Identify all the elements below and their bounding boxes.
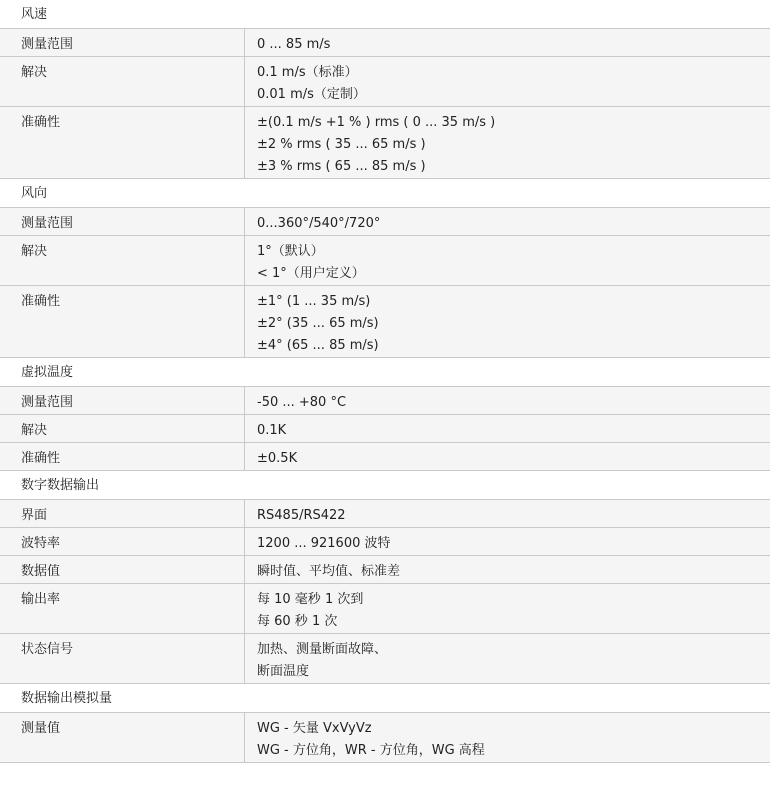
section-header: 数据输出模拟量 (0, 684, 770, 713)
spec-value-line: 0.1 m/s（标准） (257, 65, 358, 80)
section-header: 虚拟温度 (0, 358, 770, 387)
spec-label (0, 415, 245, 442)
spec-value-line: 0.1K (257, 423, 287, 438)
spec-label (0, 387, 245, 414)
spec-value-line: 断面温度 (257, 664, 310, 679)
spec-value-line: ±3 % rms ( 65 ... 85 m/s ) (257, 159, 426, 174)
spec-values (245, 713, 770, 762)
spec-row (0, 415, 770, 443)
spec-label (0, 634, 245, 683)
spec-label (0, 29, 245, 56)
spec-label (0, 556, 245, 583)
spec-label-text: 解决 (21, 244, 48, 259)
spec-label (0, 443, 245, 470)
spec-values (245, 387, 770, 414)
spec-values (245, 528, 770, 555)
spec-label (0, 528, 245, 555)
spec-value-line: 1°（默认） (257, 244, 324, 259)
spec-label-text: 测量范围 (21, 395, 74, 410)
spec-value-line: RS485/RS422 (257, 508, 346, 523)
spec-value-line: ±2° (35 ... 65 m/s) (257, 316, 379, 331)
spec-label-text: 准确性 (21, 294, 61, 309)
section-header: 风速 (0, 0, 770, 29)
spec-values (245, 286, 770, 357)
spec-value-line: 0...360°/540°/720° (257, 216, 381, 231)
spec-row (0, 443, 770, 471)
spec-value-line: 加热、测量断面故障、 (257, 642, 388, 657)
spec-value-line: 0 ... 85 m/s (257, 37, 331, 52)
spec-label-text: 测量范围 (21, 37, 74, 52)
spec-row (0, 500, 770, 528)
spec-label-text: 波特率 (21, 536, 61, 551)
spec-value-line: ±0.5K (257, 451, 298, 466)
spec-values (245, 107, 770, 178)
spec-values (245, 584, 770, 633)
spec-label-text: 数据值 (21, 564, 61, 579)
spec-value-line: ±1° (1 ... 35 m/s) (257, 294, 371, 309)
spec-values (245, 443, 770, 470)
spec-values (245, 29, 770, 56)
spec-values (245, 634, 770, 683)
spec-label (0, 713, 245, 762)
spec-value-line: ±(0.1 m/s +1 % ) rms ( 0 ... 35 m/s ) (257, 115, 496, 130)
spec-label (0, 584, 245, 633)
spec-label-text: 准确性 (21, 451, 61, 466)
spec-values (245, 415, 770, 442)
spec-values (245, 556, 770, 583)
spec-value-line: 0.01 m/s（定制） (257, 87, 366, 102)
spec-row (0, 584, 770, 634)
spec-values (245, 500, 770, 527)
spec-row (0, 528, 770, 556)
spec-label (0, 286, 245, 357)
spec-label (0, 208, 245, 235)
spec-row (0, 57, 770, 107)
section-header: 数字数据输出 (0, 471, 770, 500)
spec-row (0, 556, 770, 584)
spec-row (0, 387, 770, 415)
spec-label-text: 测量范围 (21, 216, 74, 231)
spec-values (245, 208, 770, 235)
spec-value-line: 每 60 秒 1 次 (257, 614, 338, 629)
spec-values (245, 57, 770, 106)
spec-label (0, 500, 245, 527)
spec-row (0, 286, 770, 358)
spec-label-text: 解决 (21, 423, 48, 438)
spec-row (0, 208, 770, 236)
spec-row (0, 107, 770, 179)
spec-value-line: -50 ... +80 °C (257, 395, 347, 410)
spec-value-line: 1200 ... 921600 波特 (257, 536, 391, 551)
spec-label (0, 236, 245, 285)
section-header: 风向 (0, 179, 770, 208)
spec-value-line: 瞬时值、平均值、标准差 (257, 564, 401, 579)
spec-value-line: ±4° (65 ... 85 m/s) (257, 338, 379, 353)
spec-label (0, 57, 245, 106)
spec-label-text: 准确性 (21, 115, 61, 130)
spec-value-line: < 1°（用户定义） (257, 266, 365, 281)
spec-value-line: WG - 矢量 VxVyVz (257, 721, 372, 736)
spec-value-line: 每 10 毫秒 1 次到 (257, 592, 364, 607)
spec-label-text: 界面 (21, 508, 48, 523)
spec-row (0, 713, 770, 763)
spec-label (0, 107, 245, 178)
spec-values (245, 236, 770, 285)
spec-label-text: 测量值 (21, 721, 61, 736)
spec-label-text: 状态信号 (21, 642, 74, 657)
spec-label-text: 输出率 (21, 592, 61, 607)
spec-value-line: WG - 方位角，WR - 方位角，WG 高程 (257, 743, 485, 758)
spec-value-line: ±2 % rms ( 35 ... 65 m/s ) (257, 137, 426, 152)
spec-row (0, 29, 770, 57)
spec-label-text: 解决 (21, 65, 48, 80)
spec-row (0, 634, 770, 684)
spec-row (0, 236, 770, 286)
